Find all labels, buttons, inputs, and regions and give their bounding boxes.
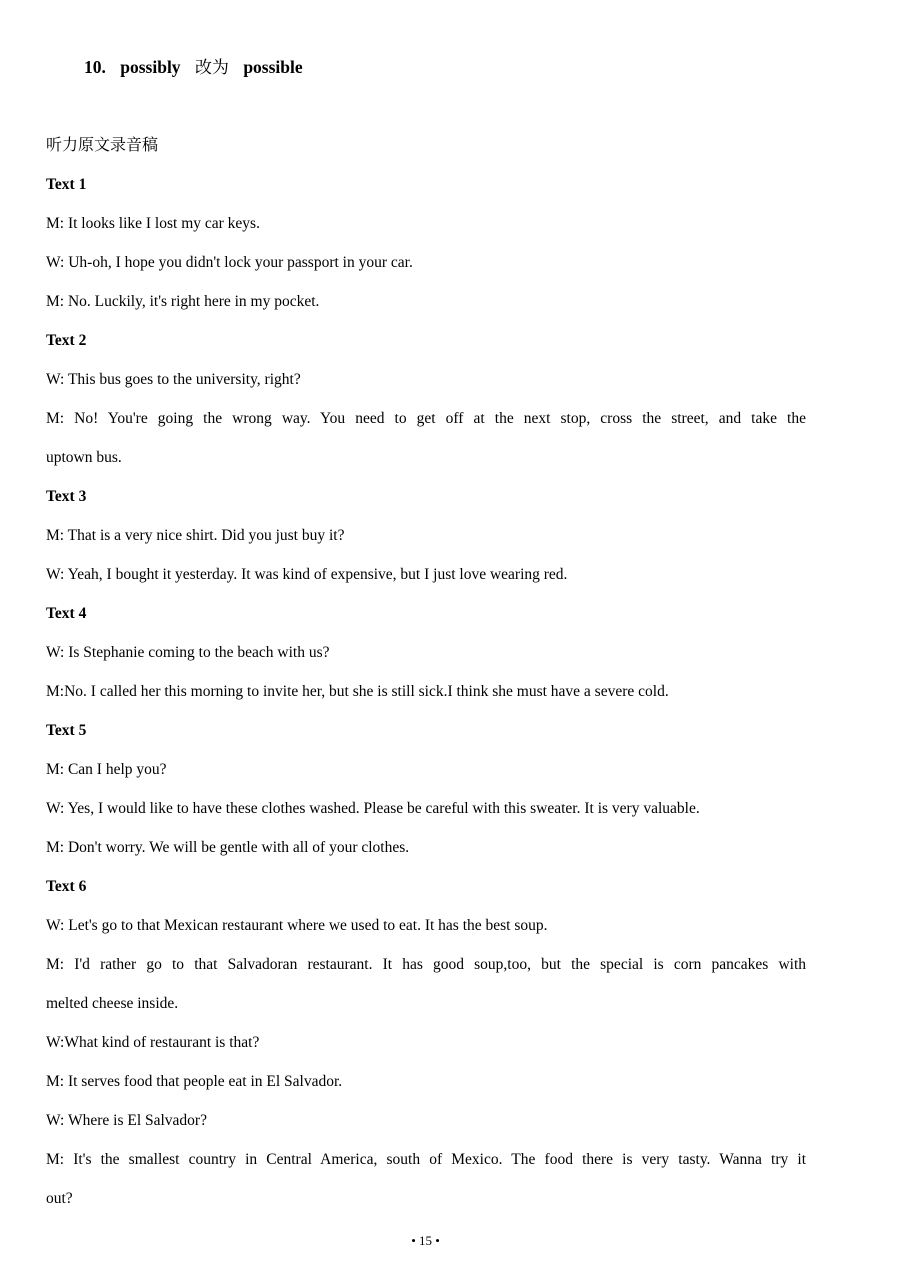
text-heading: Text 2 [46,332,87,349]
text-heading: Text 4 [46,605,87,622]
transcript-line: uptown bus. [46,449,122,466]
correction-wrong-word: possibly [120,57,181,77]
transcript-line: M: That is a very nice shirt. Did you just buy it? [46,527,345,544]
transcript-line: out? [46,1190,73,1207]
section-title: 听力原文录音稿 [46,135,159,154]
text-heading: Text 6 [46,878,87,895]
correction-number: 10. [84,57,106,77]
text-heading: Text 5 [46,722,87,739]
transcript-line: melted cheese inside. [46,995,179,1012]
transcript-line: M: Don't worry. We will be gentle with all of your clothes. [46,839,410,856]
transcript-line: W: Where is El Salvador? [46,1112,207,1129]
transcript-line: W: Yes, I would like to have these clothes washed. Please be careful with this sweater. It is very valuable. [46,800,700,817]
correction-right-word: possible [243,57,303,77]
correction-line [84,54,313,81]
transcript-line: M: It serves food that people eat in El Salvador. [46,1073,343,1090]
transcript-line: M: Can I help you? [46,761,167,778]
transcript-line: W: Uh-oh, I hope you didn't lock your passport in your car. [46,254,413,271]
text-heading: Text 3 [46,488,87,505]
transcript-line: M: No! You're going the wrong way. You need to get off at the next stop, cross the street, and take the [46,410,806,427]
transcript-line: W: Yeah, I bought it yesterday. It was kind of expensive, but I just love wearing red. [46,566,568,583]
correction-change-label: 改为 [194,58,229,78]
text-heading: Text 1 [46,176,87,193]
transcript-line: M: It's the smallest country in Central America, south of Mexico. The food there is very tasty. Wanna try it [46,1151,806,1168]
transcript-line: W:What kind of restaurant is that? [46,1034,260,1051]
transcript-line: W: Let's go to that Mexican restaurant where we used to eat. It has the best soup. [46,917,548,934]
transcript-line: M: I'd rather go to that Salvadoran restaurant. It has good soup,too, but the special is corn pancakes with [46,956,806,973]
transcript-line: W: This bus goes to the university, right? [46,371,301,388]
transcript-line: M:No. I called her this morning to invite her, but she is still sick.I think she must have a severe cold. [46,683,669,700]
transcript-line: W: Is Stephanie coming to the beach with us? [46,644,330,661]
transcript-line: M: It looks like I lost my car keys. [46,215,260,232]
page-number: • 15 • [411,1233,440,1248]
transcript-line: M: No. Luckily, it's right here in my pocket. [46,293,320,310]
